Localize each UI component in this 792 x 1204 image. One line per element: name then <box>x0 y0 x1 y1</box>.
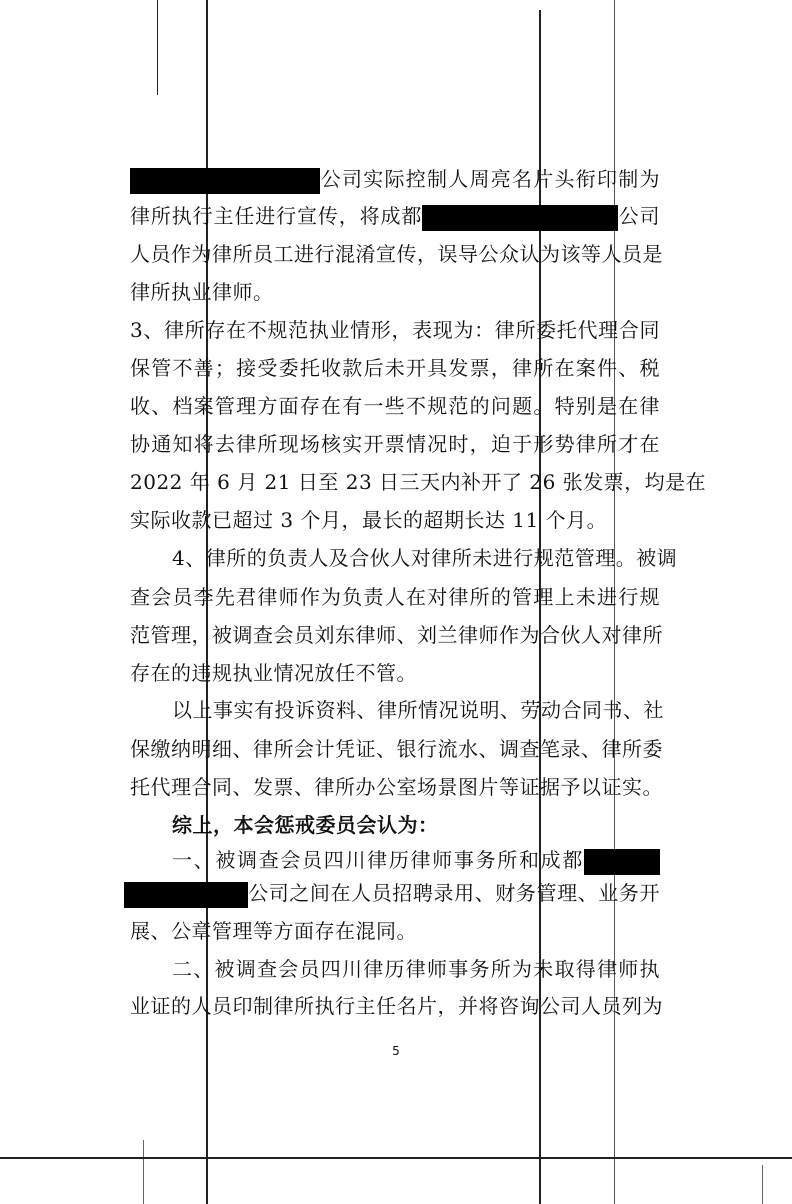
text-line: 业证的人员印制律所执行主任名片，并将咨询公司人员列为 <box>130 994 663 1018</box>
redaction-block <box>584 849 660 875</box>
text-line: 二、被调查会员四川律历律师事务所为未取得律师执 <box>172 957 660 981</box>
text-line <box>130 203 660 229</box>
text-line: 范管理，被调查会员刘东律师、刘兰律师作为合伙人对律所 <box>130 623 663 647</box>
text-line: 4、律所的负责人及合伙人对律所未进行规范管理。被调 <box>172 546 678 570</box>
redaction-block <box>130 168 320 194</box>
text-line: 以上事实有投诉资料、律所情况说明、劳动合同书、社 <box>172 698 664 722</box>
scan-line <box>762 1165 763 1204</box>
text-line <box>172 847 660 873</box>
text-line: 律所执业律师。 <box>130 280 274 304</box>
page-number: 5 <box>392 1044 400 1058</box>
text-line: 保管不善；接受委托收款后未开具发票，律所在案件、税 <box>130 356 660 380</box>
line-text: 律所执行主任进行宣传，将成都 <box>130 204 423 228</box>
text-line: 查会员李先君律师作为负责人在对律所的管理上未进行规 <box>130 585 660 609</box>
line-text: 公司 <box>618 204 660 228</box>
text-line: 托代理合同、发票、律所办公室场景图片等证据予以证实。 <box>130 775 663 799</box>
redaction-block <box>124 882 248 908</box>
line-text: 公司之间在人员招聘录用、财务管理、业务开 <box>248 881 660 905</box>
redaction-block <box>422 205 618 231</box>
text-line: 收、档案管理方面存在有一些不规范的问题。特别是在律 <box>130 394 660 418</box>
text-line <box>124 880 660 906</box>
text-line: 协通知将去律所现场核实开票情况时，迫于形势律所才在 <box>130 432 660 456</box>
text-line: 3、律所存在不规范执业情形，表现为：律所委托代理合同 <box>130 318 660 342</box>
text-line: 实际收款已超过 3 个月，最长的超期长达 11 个月。 <box>130 508 608 532</box>
text-line: 2022 年 6 月 21 日至 23 日三天内补开了 26 张发票，均是在 <box>130 470 707 494</box>
page-bottom-edge <box>0 1157 792 1159</box>
line-text: 一、被调查会员四川律历律师事务所和成都 <box>172 848 584 872</box>
text-line <box>130 166 660 192</box>
line-text: 公司实际控制人周亮名片头衔印制为 <box>320 167 660 191</box>
text-line: 展、公章管理等方面存在混同。 <box>130 919 417 943</box>
text-line: 人员作为律所员工进行混淆宣传，误导公众认为该等人员是 <box>130 242 663 266</box>
section-heading: 综上，本会惩戒委员会认为： <box>172 813 439 837</box>
text-line: 存在的违规执业情况放任不管。 <box>130 661 417 685</box>
text-line: 保缴纳明细、律所会计凭证、银行流水、调查笔录、律所委 <box>130 737 663 761</box>
scan-line <box>157 0 158 95</box>
scan-line <box>143 1140 144 1204</box>
